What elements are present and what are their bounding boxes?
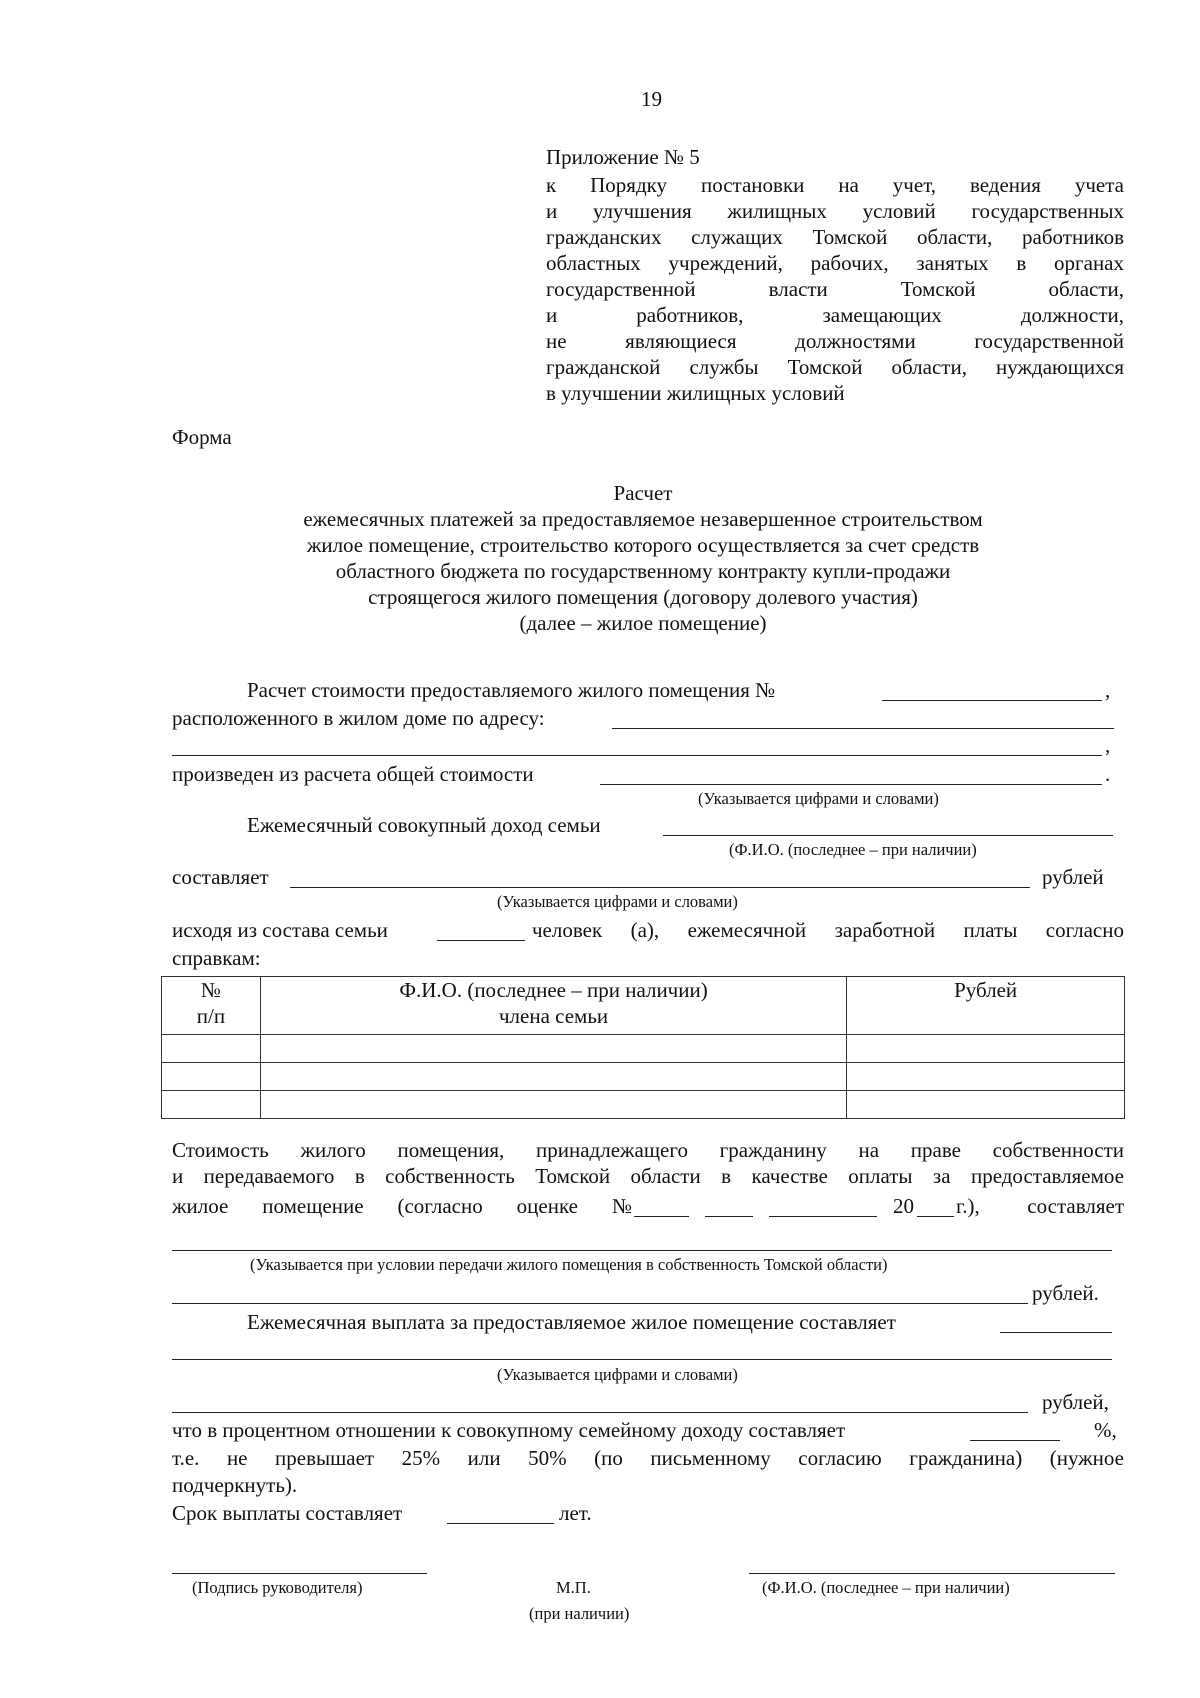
located-label: расположенного в жилом доме по адресу: xyxy=(172,706,545,730)
not-exceed-text: т.е. не превышает 25% или 50% (по письменному согласию гражданина) (нужное xyxy=(172,1446,1124,1470)
monthly-income-label: Ежемесячный совокупный доход семьи xyxy=(247,813,601,837)
heading-line: строящегося жилого помещения (договору долевого участия) xyxy=(368,585,918,609)
family-fio-field[interactable] xyxy=(663,835,1113,836)
table-row xyxy=(162,1091,1125,1119)
total-cost-field[interactable] xyxy=(600,784,1102,785)
property-line: и передаваемого в собственность Томской области в качестве оплаты за предоставляемое xyxy=(172,1164,1124,1188)
table-row xyxy=(162,1035,1125,1063)
monthly-payment-label: Ежемесячная выплата за предоставляемое жилое помещение составляет xyxy=(247,1310,896,1334)
header-number-pp: п/п xyxy=(196,1004,226,1028)
appendix-line: к Порядку постановки на учет, ведения учета xyxy=(546,173,1124,197)
appendix-line: гражданской службы Томской области, нуждающихся xyxy=(546,355,1124,379)
monthly-payment-field[interactable] xyxy=(1000,1332,1112,1333)
address-field[interactable] xyxy=(612,728,1114,729)
appendix-text xyxy=(546,172,1124,406)
property-line3-text: жилое помещение (согласно оценке № xyxy=(172,1194,632,1218)
form-label: Форма xyxy=(172,425,232,449)
appendix-line: не являющиеся должностями государственной xyxy=(546,329,1124,353)
hint-digits-words: (Указывается цифрами и словами) xyxy=(698,789,939,808)
family-rest-text: человек (а), ежемесячной заработной платы согласно xyxy=(532,918,1124,942)
monthly-payment-words-field[interactable] xyxy=(172,1412,1028,1413)
monthly-payment-field-continued[interactable] xyxy=(172,1359,1112,1360)
fio-signature-line[interactable] xyxy=(749,1573,1115,1574)
underline-note: подчеркнуть). xyxy=(172,1473,298,1497)
table-cell[interactable] xyxy=(162,1091,261,1119)
table-cell[interactable] xyxy=(162,1063,261,1091)
document-heading xyxy=(161,480,1125,636)
appendix-line: областных учреждений, рабочих, занятых в органах xyxy=(546,251,1124,275)
assessment-year-field[interactable] xyxy=(917,1216,954,1217)
table-header-row xyxy=(162,977,1125,1035)
table-cell[interactable] xyxy=(162,1035,261,1063)
table-cell[interactable] xyxy=(847,1091,1125,1119)
table-row xyxy=(162,1063,1125,1091)
percent-field[interactable] xyxy=(970,1440,1060,1441)
percent-label: что в процентном отношении к совокупному семейному доходу составляет xyxy=(172,1418,846,1442)
table-cell[interactable] xyxy=(260,1063,846,1091)
appendix-title: Приложение № 5 xyxy=(546,145,700,169)
family-rest-label xyxy=(532,917,1124,943)
term-field[interactable] xyxy=(447,1523,554,1524)
header-rubles xyxy=(847,977,1125,1035)
apartment-number-field[interactable] xyxy=(882,700,1102,701)
header-number xyxy=(162,977,261,1035)
term-unit: лет. xyxy=(559,1501,592,1525)
assessment-month-field[interactable] xyxy=(769,1216,877,1217)
heading-line: (далее – жилое помещение) xyxy=(519,611,767,635)
hint-digits-words: (Указывается цифрами и словами) xyxy=(497,892,738,911)
header-number-sign: № xyxy=(200,978,221,1002)
rubles-comma: рублей, xyxy=(1042,1390,1109,1414)
appendix-line: государственной власти Томской области, xyxy=(546,277,1124,301)
head-signature-line[interactable] xyxy=(172,1573,427,1574)
appendix-line: в улучшении жилищных условий xyxy=(546,381,845,405)
family-from-label: исходя из состава семьи xyxy=(172,918,388,942)
period: . xyxy=(1105,762,1111,786)
property-paragraph xyxy=(172,1137,1124,1189)
header-fio xyxy=(260,977,846,1035)
amounts-label: составляет xyxy=(172,865,269,889)
not-exceed-line xyxy=(172,1445,1124,1471)
table-cell[interactable] xyxy=(847,1063,1125,1091)
stamp-note: (при наличии) xyxy=(529,1604,630,1623)
table-cell[interactable] xyxy=(260,1091,846,1119)
hint-digits-words: (Указывается цифрами и словами) xyxy=(497,1365,738,1384)
percent-sign: %, xyxy=(1094,1418,1117,1442)
property-line3 xyxy=(172,1193,632,1219)
cost-calc-label: Расчет стоимости предоставляемого жилого помещения № xyxy=(247,678,776,702)
heading-line: ежемесячных платежей за предоставляемое незавершенное строительством xyxy=(303,507,983,531)
address-field-continued[interactable] xyxy=(172,755,1102,756)
appendix-line: и работников, замещающих должности, xyxy=(546,303,1124,327)
appendix-line: гражданских служащих Томской области, работников xyxy=(546,225,1124,249)
by-certificates-label: справкам: xyxy=(172,946,261,970)
family-table xyxy=(161,976,1125,1119)
rubles-label: рублей xyxy=(1042,865,1104,889)
comma: , xyxy=(1105,733,1111,757)
hint-fio: (Ф.И.О. (последнее – при наличии) xyxy=(729,840,977,859)
heading-line: областного бюджета по государственному контракту купли-продажи xyxy=(335,559,951,583)
table-cell[interactable] xyxy=(260,1035,846,1063)
property-line: Стоимость жилого помещения, принадлежащего гражданину на праве собственности xyxy=(172,1138,1124,1162)
hint-transfer: (Указывается при условии передачи жилого помещения в собственность Томской области) xyxy=(250,1255,888,1274)
property-value-field[interactable] xyxy=(172,1250,1112,1251)
page-number: 19 xyxy=(641,87,662,111)
term-label: Срок выплаты составляет xyxy=(172,1501,403,1525)
family-size-field[interactable] xyxy=(437,940,525,941)
year-prefix: 20 xyxy=(893,1194,914,1218)
head-signature-label: (Подпись руководителя) xyxy=(192,1578,363,1597)
stamp-label: М.П. xyxy=(556,1578,591,1597)
assessment-number-field[interactable] xyxy=(634,1216,689,1217)
fio-signature-label: (Ф.И.О. (последнее – при наличии) xyxy=(762,1578,1010,1597)
header-rubles-label: Рублей xyxy=(954,978,1018,1002)
header-fio-line: Ф.И.О. (последнее – при наличии) xyxy=(399,978,708,1002)
year-suffix-text: г.), составляет xyxy=(956,1194,1124,1218)
heading-line: жилое помещение, строительство которого осуществляется за счет средств xyxy=(306,533,980,557)
produced-label: произведен из расчета общей стоимости xyxy=(172,762,534,786)
heading-title: Расчет xyxy=(613,481,673,505)
income-amount-field[interactable] xyxy=(290,887,1030,888)
rubles-dot: рублей. xyxy=(1032,1281,1099,1305)
header-fio-line: члена семьи xyxy=(498,1004,609,1028)
table-cell[interactable] xyxy=(847,1035,1125,1063)
assessment-day-field[interactable] xyxy=(705,1216,753,1217)
property-value-rubles-field[interactable] xyxy=(172,1303,1028,1304)
comma: , xyxy=(1105,678,1111,702)
appendix-line: и улучшения жилищных условий государственных xyxy=(546,199,1124,223)
year-suffix xyxy=(956,1193,1124,1219)
